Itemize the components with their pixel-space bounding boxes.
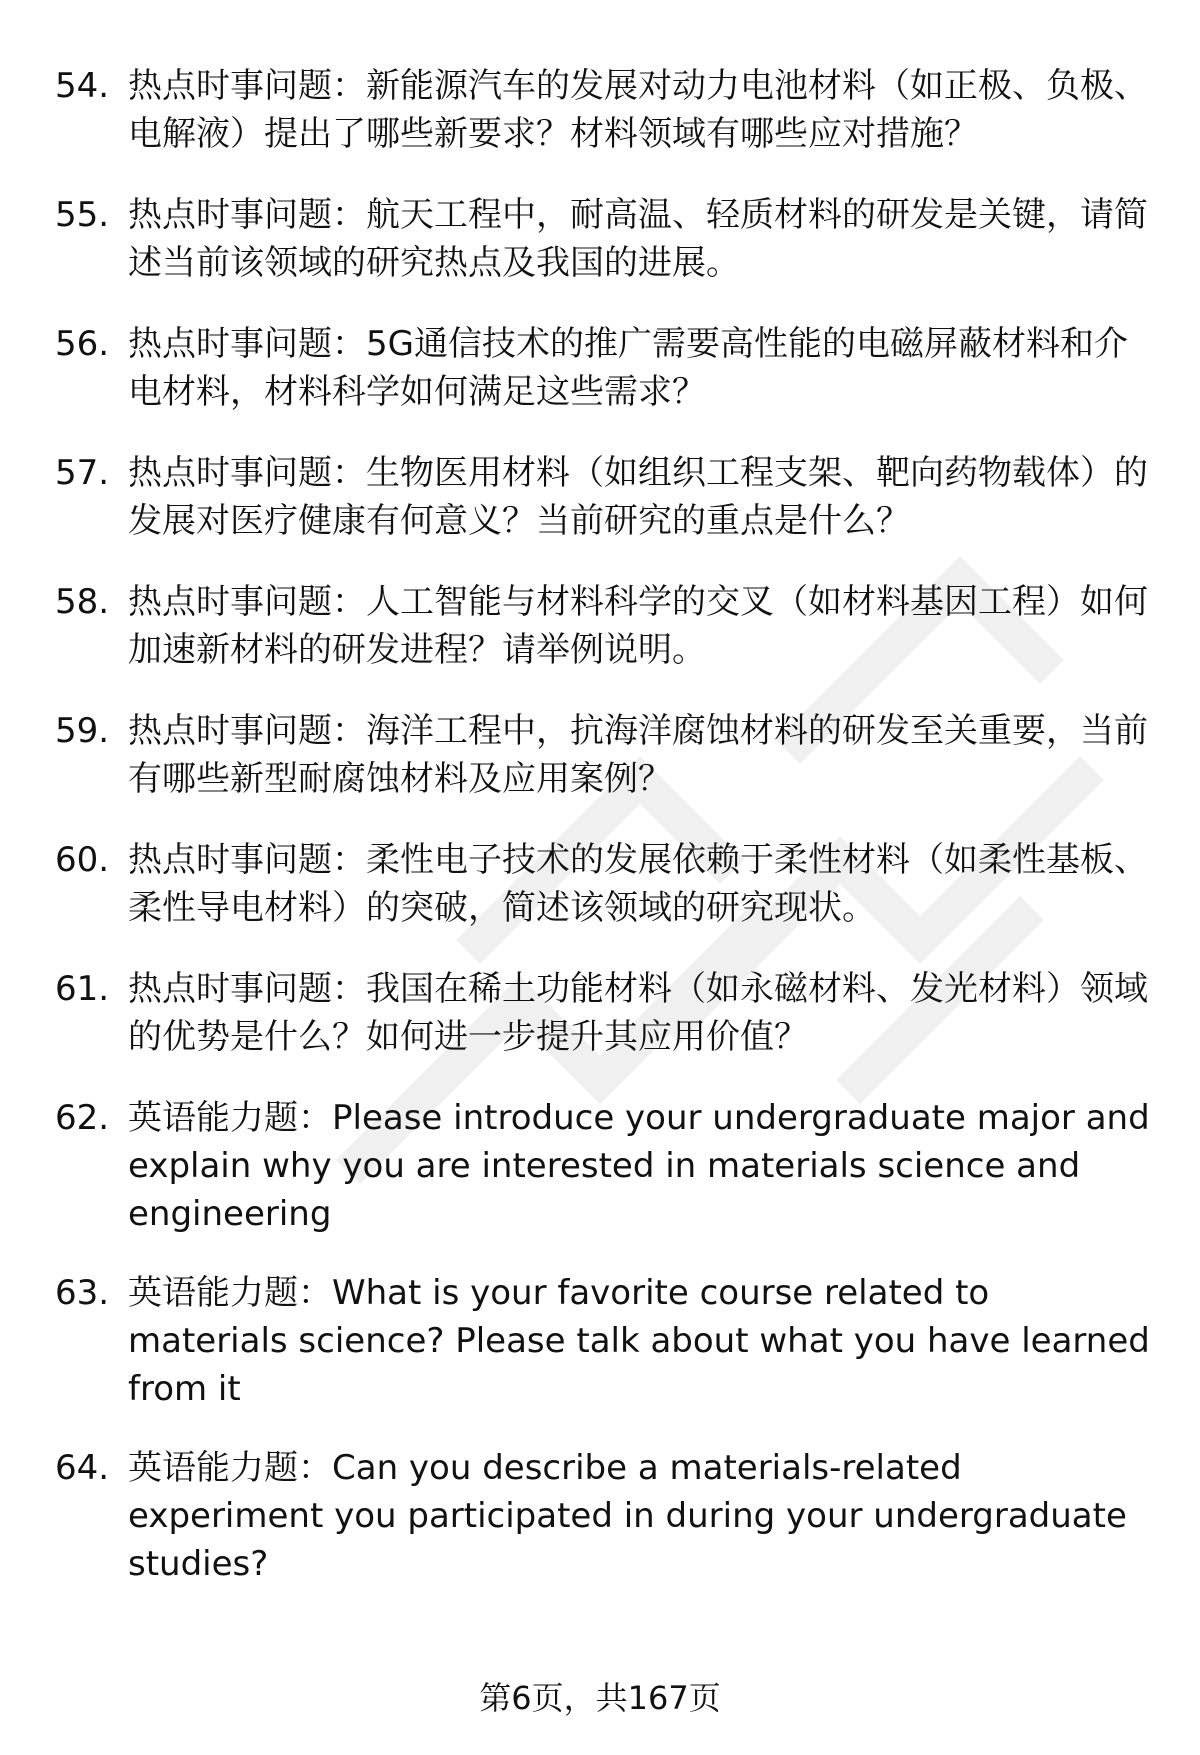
question-number: 64.: [55, 1448, 110, 1488]
question-item: [55, 836, 1155, 932]
question-number: 57.: [55, 453, 110, 493]
question-text: 热点时事问题：5G通信技术的推广需要高性能的电磁屏蔽材料和介电材料，材料科学如何满足这些需求？: [128, 324, 1128, 412]
question-number: 62.: [55, 1098, 110, 1138]
question-text: 英语能力题：What is your favorite course related to materials science? Please talk about what you have learned from it: [128, 1273, 1150, 1409]
question-number: 58.: [55, 582, 110, 622]
page-footer: 第6页，共167页: [479, 1679, 721, 1717]
question-item: [55, 1269, 1155, 1413]
question-text: 英语能力题：Can you describe a materials-related experiment you participated in during your undergraduate studies?: [128, 1448, 1127, 1584]
question-text: 热点时事问题：柔性电子技术的发展依赖于柔性材料（如柔性基板、柔性导电材料）的突破，简述该领域的研究现状。: [128, 840, 1148, 928]
question-text: 英语能力题：Please introduce your undergraduate major and explain why you are interested in materials science and engineering: [128, 1098, 1150, 1234]
question-text: 热点时事问题：人工智能与材料科学的交叉（如材料基因工程）如何加速新材料的研发进程？请举例说明。: [128, 582, 1148, 670]
question-number: 55.: [55, 195, 110, 235]
question-item: [55, 1444, 1155, 1588]
question-item: [55, 578, 1155, 674]
question-item: [55, 449, 1155, 545]
question-text: 热点时事问题：航天工程中，耐高温、轻质材料的研发是关键，请简述当前该领域的研究热点及我国的进展。: [128, 195, 1148, 283]
question-text: 热点时事问题：生物医用材料（如组织工程支架、靶向药物载体）的发展对医疗健康有何意义？当前研究的重点是什么？: [128, 453, 1148, 541]
question-item: [55, 62, 1155, 158]
question-text: 热点时事问题：我国在稀土功能材料（如永磁材料、发光材料）领域的优势是什么？如何进一步提升其应用价值？: [128, 969, 1148, 1057]
question-item: [55, 707, 1155, 803]
question-number: 59.: [55, 711, 110, 751]
question-number: 54.: [55, 66, 110, 106]
question-item: [55, 1094, 1155, 1238]
question-list: [55, 62, 1155, 1619]
question-number: 60.: [55, 840, 110, 880]
question-text: 热点时事问题：新能源汽车的发展对动力电池材料（如正极、负极、电解液）提出了哪些新要求？材料领域有哪些应对措施？: [128, 66, 1148, 154]
question-item: [55, 191, 1155, 287]
question-item: [55, 965, 1155, 1061]
question-text: 热点时事问题：海洋工程中，抗海洋腐蚀材料的研发至关重要，当前有哪些新型耐腐蚀材料及应用案例？: [128, 711, 1148, 799]
question-number: 56.: [55, 324, 110, 364]
question-number: 61.: [55, 969, 110, 1009]
question-item: [55, 320, 1155, 416]
question-number: 63.: [55, 1273, 110, 1313]
